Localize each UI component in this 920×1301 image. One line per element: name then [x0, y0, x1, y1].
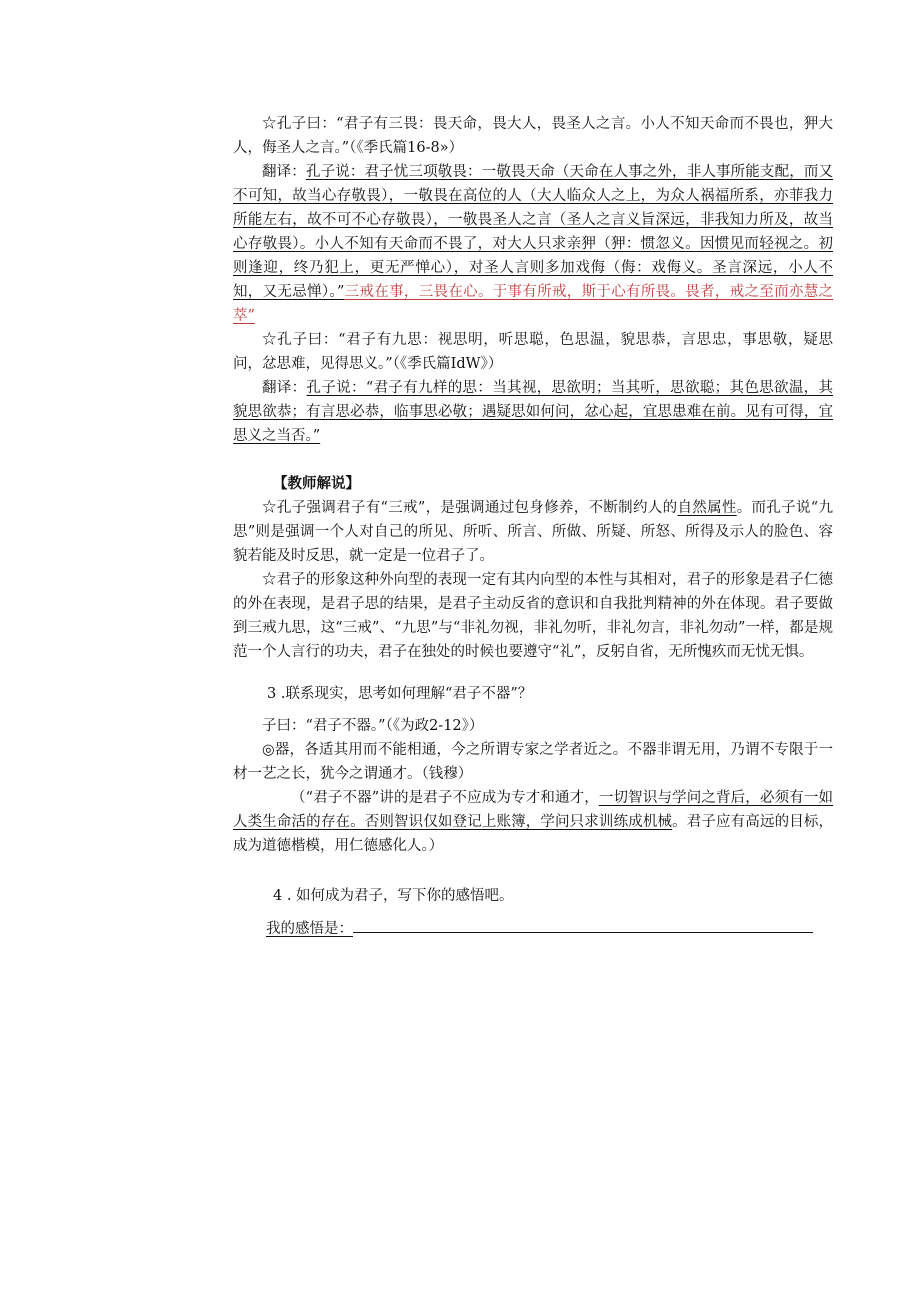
question-3-note: ◎器，各适其用而不能相通，今之所谓专家之学者近之。不器非谓无用，乃谓不专限于一材一艺之长，犹今之谓通才。（钱穆）	[233, 742, 833, 782]
translation-text: 孔子说：“君子有九样的思：当其视，思欲明；当其听，思欲聪；其色思欲温，其貌思欲恭；有言思必恭，临事思必敬；遇疑思如何问，忿心起，宜思患难在前。见有可得，宜思义之当否。”	[233, 380, 833, 444]
question-3-explanation: （“君子不器”讲的是君子不应成为专才和通才，一切智识与学问之背后，必须有一如人类生命活的存在。否则智识仅如登记上账簿，学问只求训练成机械。君子应有高远的目标，成为道德楷模，用仁德感化人。）	[233, 790, 834, 854]
answer-blank[interactable]	[353, 916, 813, 933]
teacher-paragraph-1: ☆孔子强调君子有“三戒”，是强调通过包身修养，不断制约人的自然属性。而孔子说“九思”则是强调一个人对自己的所见、所听、所言、所做、所疑、所怒、所得及示人的脸色、容貌若能及时反思，就一定是一位君子了。	[233, 500, 834, 564]
question-4-title: 4 . 如何成为君子，写下你的感悟吧。	[273, 888, 514, 904]
underlined-phrase: 一切智识与学问之背后，必须有一如人类生命活的存在。否则智识仅如登记上账簿，学问只求训练成机械	[233, 790, 834, 830]
answer-label: 我的感悟是：	[266, 921, 353, 937]
translation-label: 翻译：	[262, 164, 306, 180]
quote-three-fears: ☆孔子曰：“君子有三畏：畏天命，畏大人，畏圣人之言。小人不知天命而不畏也，狎大人，侮圣人之言。”（《季氏篇16-8»）	[233, 116, 833, 156]
translation-label: 翻译：	[262, 380, 307, 396]
underlined-term: 自然属性	[677, 500, 737, 516]
answer-line	[233, 916, 833, 941]
question-3-title: 3 .联系现实，思考如何理解“君子不器”？	[267, 686, 533, 702]
teacher-heading: 【教师解说】	[273, 475, 360, 492]
document-page	[233, 112, 833, 941]
translation-three-fears	[233, 160, 833, 328]
teacher-paragraph-2: ☆君子的形象这种外向型的表现一定有其内向型的本性与其相对，君子的形象是君子仁德的外在表现，是君子思的结果，是君子主动反省的意识和自我批判精神的外在体现。君子要做到三戒九思，这“三戒”、“九思”与“非礼勿视，非礼勿听，非礼勿言，非礼勿动”一样，都是规范一个人言行的功夫，君子在独处的时候也要遵守“礼”，反躬自省，无所愧疚而无忧无惧。	[233, 572, 833, 660]
quote-nine-thoughts: ☆孔子曰：“君子有九思：视思明，听思聪，色思温，貌思恭，言思忠，事思敬，疑思问，忿思难，见得思义。”（《季氏篇IdW》）	[233, 332, 833, 372]
red-commentary: 三戒在事，三畏在心。于事有所戒，斯于心有所畏。畏者，戒之至而亦慧之萃”	[233, 284, 833, 324]
translation-text: 孔子说：君子忧三项敬畏：一敬畏天命（天命在人事之外，非人事所能支配，而又不可知，故当心存敬畏），一敬畏在高位的人（大人临众人之上，为众人祸福所系，亦菲我力所能左右，故不可不心存敬畏），一敬畏圣人之言（圣人之言义旨深远，非我知力所及，故当心存敬畏）。小人不知有天命而不畏了，对大人只求亲狎（狎：惯忽义。因惯见而轻视之。初则逢迎，终乃犯上，更无严惮心），对圣人言则多加戏侮（侮：戏侮义。圣言深远，小人不知，又无忌惮）。”	[233, 164, 833, 300]
question-3-quote: 子曰：“君子不器。”（《为政2-12》）	[262, 718, 484, 734]
translation-nine-thoughts	[233, 376, 833, 448]
